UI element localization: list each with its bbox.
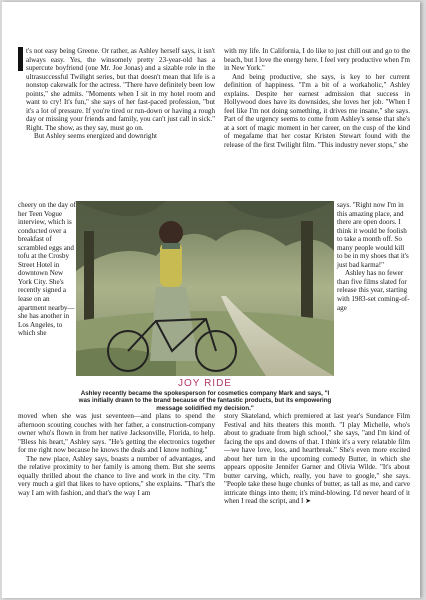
article-paragraph: Ashley has no fewer than five films slated for release this year, starting with 1983-set coming-of-age <box>337 269 410 312</box>
article-wrap-right <box>337 201 410 312</box>
article-column-left-bottom <box>18 412 215 497</box>
article-paragraph: with my life. In California, I do like to just chill out and go to the beach, but I love the energy here. I feel very productive when I'm in New York." <box>224 47 410 73</box>
article-column-right <box>224 47 410 150</box>
magazine-page <box>2 2 420 598</box>
caption-text: Ashley recently became the spokesperson for cosmetics company Mark and says, "I was initially drawn to the brand because of the fantastic products, but its empowering message solidified my decision." <box>78 390 332 412</box>
article-column-right-bottom <box>224 412 410 506</box>
article-column-left <box>18 47 215 141</box>
continue-arrow-icon: ➤ <box>305 497 312 506</box>
article-paragraph: says. "Right now I'm in this amazing place, and there are open doors. I think it would be foolish to take a month off. So many people would kill to be in my shoes that it's just bad karma!" <box>337 201 409 269</box>
article-paragraph: The new place, Ashley says, boasts a number of advantages, and the relative proximity to her family is among them. But she seems equally thrilled about the chance to live and work in the city. "I'm very much a girl that likes to have options," she explains. "That's the way I am with fashion, and that's the way I am <box>18 454 215 497</box>
caption-title: JOY RIDE <box>178 378 232 389</box>
article-paragraph: t's not easy being Greene. Or rather, as Ashley herself says, it isn't always easy. Yes, the winsomely pretty 23-year-old has a supercute boyfriend (one Mr. Joe Jonas) and a sizable role in the ultrasuccessful Twilight series, but that doesn't mean that life is a nonstop cakewalk for the actress. "There have definitely been low points," she admits. "Moments when I sit in my hotel room and want to cry! It's fun," she says of her fast-paced profession, "but it's a lot of pressure. If you're tired or run-down or having a rough day or missing your friends and family, you can't just call in sick." Right. The show, as they say, must go on. <box>26 47 215 132</box>
article-wrap-left: cheery on the day of her Teen Vogue interview, which is conducted over a breakfast of scrambled eggs and tofu at the Crosby Street Hotel in downtown New York City. She's recently signed a lease on an apartment nearby—she has another in Los Angeles, to which she <box>18 201 76 338</box>
article-paragraph: But Ashley seems energized and downright <box>34 132 158 141</box>
article-paragraph <box>224 412 410 506</box>
article-text: story Skateland, which premiered at last year's Sundance Film Festival and hits theaters this month. "I play Michelle, who's about to graduate from high school," she says, "and I'm kind of facing the ups and downs of that. I think it's a very relatable film—we have love, loss, and heartbreak." She's even more excited about her turn in the upcoming comedy Butter, in which she appears opposite Jennifer Garner and Olivia Wilde. "It's about butter carving, which, really, you have to google," she says. "People take these huge chunks of butter, as tall as me, and carve intricate things into them; it's mind-blowing. I'd never heard of it when I read the script, and I <box>224 412 410 506</box>
feature-photo <box>76 201 334 376</box>
photo-illustration <box>76 201 334 376</box>
article-paragraph: And being productive, she says, is key to her current definition of happiness. "I'm a bit of a workaholic," Ashley explains. Despite her earnest admission that success in Hollywood does have its downsides, she loves her job. "When I feel like I'm not doing something, it drives me insane," she says. Part of the urgency seems to come from Ashley's sense that she's at a sort of magic moment in her career, on the cusp of the kind of megafame that her costar Kristen Stewart found with the release of the first Twilight film. "This industry never stops," she <box>224 72 410 150</box>
article-paragraph: moved when she was just seventeen—and plans to spend the afternoon scouting couches with her father, a construction-company owner who's flown in from her native Jacksonville, Florida, to help. "Bless his heart," Ashley says. "He's getting the electronics together for me right now because he knows the deals and I know nothing." <box>18 412 215 455</box>
